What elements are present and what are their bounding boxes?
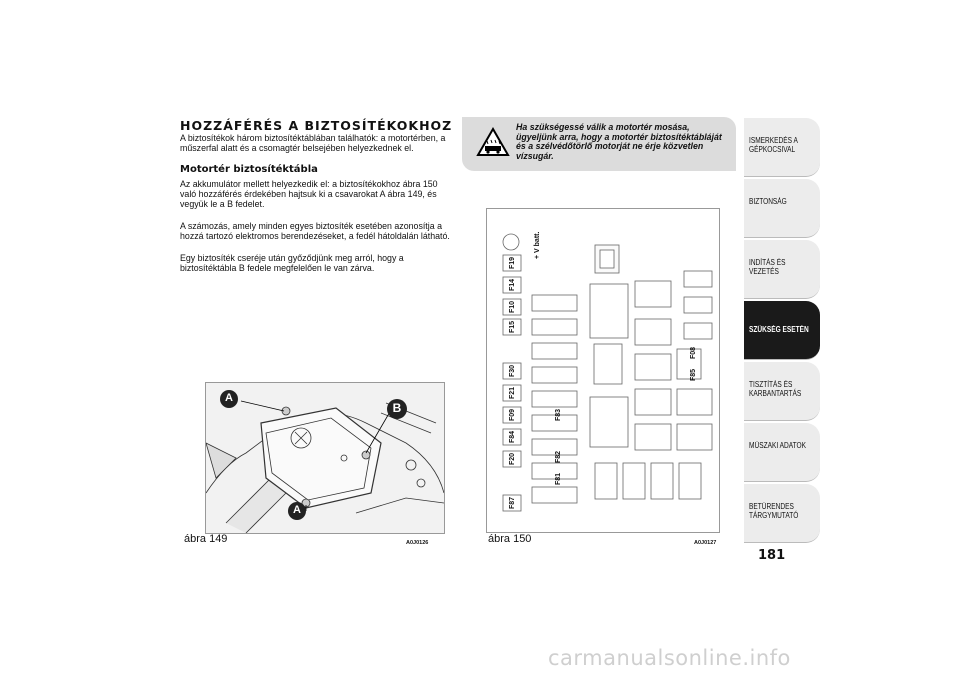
chapter-tab[interactable] (744, 301, 820, 360)
paragraph-replacement: Egy biztosíték cseréje után győződjünk meg arról, hogy a biztosítéktábla B fedele megfelelően le van zárva. (180, 253, 404, 275)
vbatt-label: + V batt. (534, 231, 541, 259)
chapter-tab-label: BETŰRENDES TÁRGYMUTATÓ (749, 502, 799, 520)
warning-text: Ha szükségessé válik a motortér mosása, ügyeljünk arra, hogy a motortér biztosítéktábláját és a szélvédőtörlő motorját ne érje közvetlen vízsugár. (516, 122, 722, 161)
fuse-label: F84 (509, 430, 516, 443)
chapter-tab-label: INDÍTÁS ÉS VEZETÉS (749, 258, 786, 276)
fuse-box-cover-illustration (206, 383, 444, 533)
watermark-text: carmanualsonline.info (548, 646, 791, 670)
fuse-label: F19 (509, 256, 516, 269)
figure-150-code: A0J0127 (694, 540, 717, 546)
intro-paragraph: A biztosítékok három biztosítéktáblában találhatók: a motortérben, a műszerfal alatt és a csomagtér belsejében helyezkednek el. (180, 133, 446, 155)
chapter-tab-label: SZÜKSÉG ESETÉN (749, 325, 809, 334)
fuse-label: F20 (509, 452, 516, 465)
subsection-title: Motortér biztosítéktábla (180, 164, 318, 175)
chapter-tab[interactable] (744, 118, 820, 177)
figure-149 (205, 382, 445, 534)
fuse-label: F85 (690, 368, 697, 381)
callout-a-top: A (225, 392, 233, 404)
paragraph-access: Az akkumulátor mellett helyezkedik el: a biztosítékokhoz ábra 150 való hozzáférés érdekében hajtsuk ki a csavarokat A ábra 149, és vegyük le a B fedelet. (180, 179, 438, 211)
fuse-label: F82 (555, 450, 562, 463)
fuse-label: F21 (509, 386, 516, 399)
chapter-tab[interactable] (744, 423, 820, 482)
section-title: HOZZÁFÉRÉS A BIZTOSÍTÉKOKHOZ (180, 118, 453, 133)
chapter-tab[interactable] (744, 179, 820, 238)
fuse-label: F09 (509, 408, 516, 421)
chapter-tab-label: TISZTÍTÁS ÉS KARBANTARTÁS (749, 380, 802, 398)
fuse-label: F10 (509, 300, 516, 313)
chapter-tab-label: ISMERKEDÉS A GÉPKOCSIVAL (749, 136, 798, 154)
chapter-tab-label: MŰSZAKI ADATOK (749, 441, 806, 450)
fuse-label: F14 (509, 278, 516, 291)
figure-150-caption: ábra 150 (488, 533, 532, 545)
figure-149-caption: ábra 149 (184, 533, 228, 545)
chapter-tab[interactable] (744, 240, 820, 299)
fuse-label: F30 (509, 364, 516, 377)
warning-box (462, 117, 736, 171)
fuse-label: F08 (690, 346, 697, 359)
fuse-label: F15 (509, 320, 516, 333)
fuse-layout-diagram (487, 209, 719, 532)
page-number: 181 (758, 548, 786, 563)
figure-150 (486, 208, 720, 533)
chapter-tab[interactable] (744, 484, 820, 543)
fuse-label: F87 (509, 496, 516, 509)
fuse-label: F83 (555, 408, 562, 421)
chapter-tab[interactable] (744, 362, 820, 421)
chapter-tab-label: BIZTONSÁG (749, 197, 787, 206)
figure-149-code: A0J0126 (406, 540, 429, 546)
callout-b: B (392, 401, 402, 415)
callout-a-bottom: A (293, 504, 301, 516)
paragraph-numbering: A számozás, amely minden egyes biztosíték esetében azonosítja a hozzá tartozó elektromos berendezéseket, a fedél hátoldalán látható. (180, 221, 450, 243)
fuse-label: F81 (555, 472, 562, 485)
car-wash-warning-icon (476, 127, 510, 157)
